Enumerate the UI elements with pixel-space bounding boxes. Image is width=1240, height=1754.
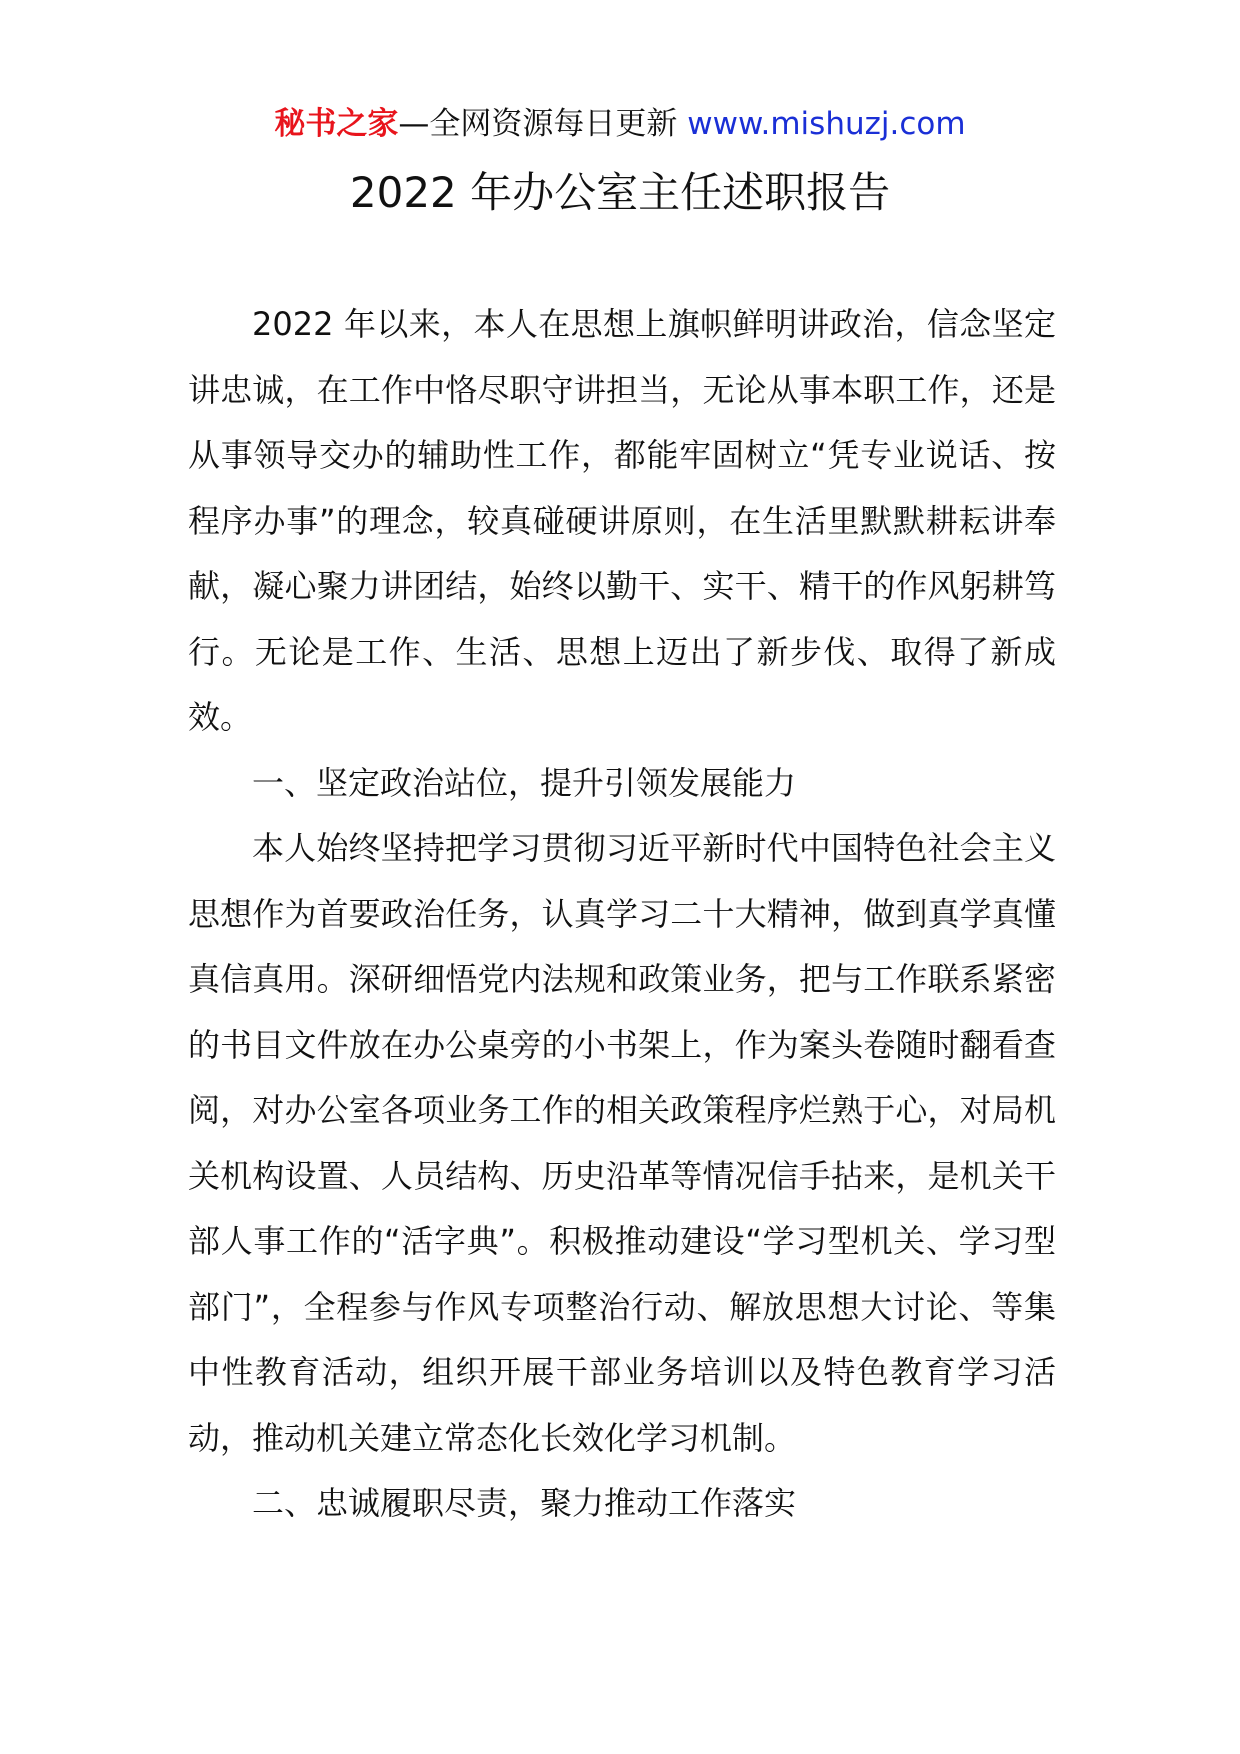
section-heading-1: 一、坚定政治站位，提升引领发展能力 [252,763,797,802]
paragraph-intro: 2022 年以来，本人在思想上旗帜鲜明讲政治，信念坚定讲忠诚，在工作中恪尽职守讲担当，无论从事本职工作，还是从事领导交办的辅助性工作，都能牢固树立“凭专业说话、按程序办事”的理念，较真碰硬讲原则，在生活里默默耕耘讲奉献，凝心聚力讲团结，始终以勤干、实干、精干的作风躬耕笃行。无论是工作、生活、思想上迈出了新步伐、取得了新成效。 [188,305,1056,736]
header-slogan: —全网资源每日更新 [398,106,678,142]
section-heading-2: 二、忠诚履职尽责，聚力推动工作落实 [252,1484,797,1522]
document-title: 2022 年办公室主任述职报告 [349,168,891,217]
site-url-link[interactable]: www.mishuzj.com [687,106,966,142]
document-body [188,292,1056,1537]
paragraph-section-1: 本人始终坚持把学习贯彻习近平新时代中国特色社会主义思想作为首要政治任务，认真学习二十大精神，做到真学真懂真信真用。深研细悟党内法规和政策业务，把与工作联系紧密的书目文件放在办公桌旁的小书架上，作为案头卷随时翻看查阅，对办公室各项业务工作的相关政策程序烂熟于心，对局机关机构设置、人员结构、历史沿革等情况信手拈来，是机关干部人事工作的“活字典”。积极推动建设“学习型机关、学习型部门”，全程参与作风专项整治行动、解放思想大讨论、等集中性教育活动，组织开展干部业务培训以及特色教育学习活动，推动机关建立常态化长效化学习机制。 [188,829,1056,1457]
site-header [0,100,1240,148]
brand-name: 秘书之家 [274,106,399,142]
